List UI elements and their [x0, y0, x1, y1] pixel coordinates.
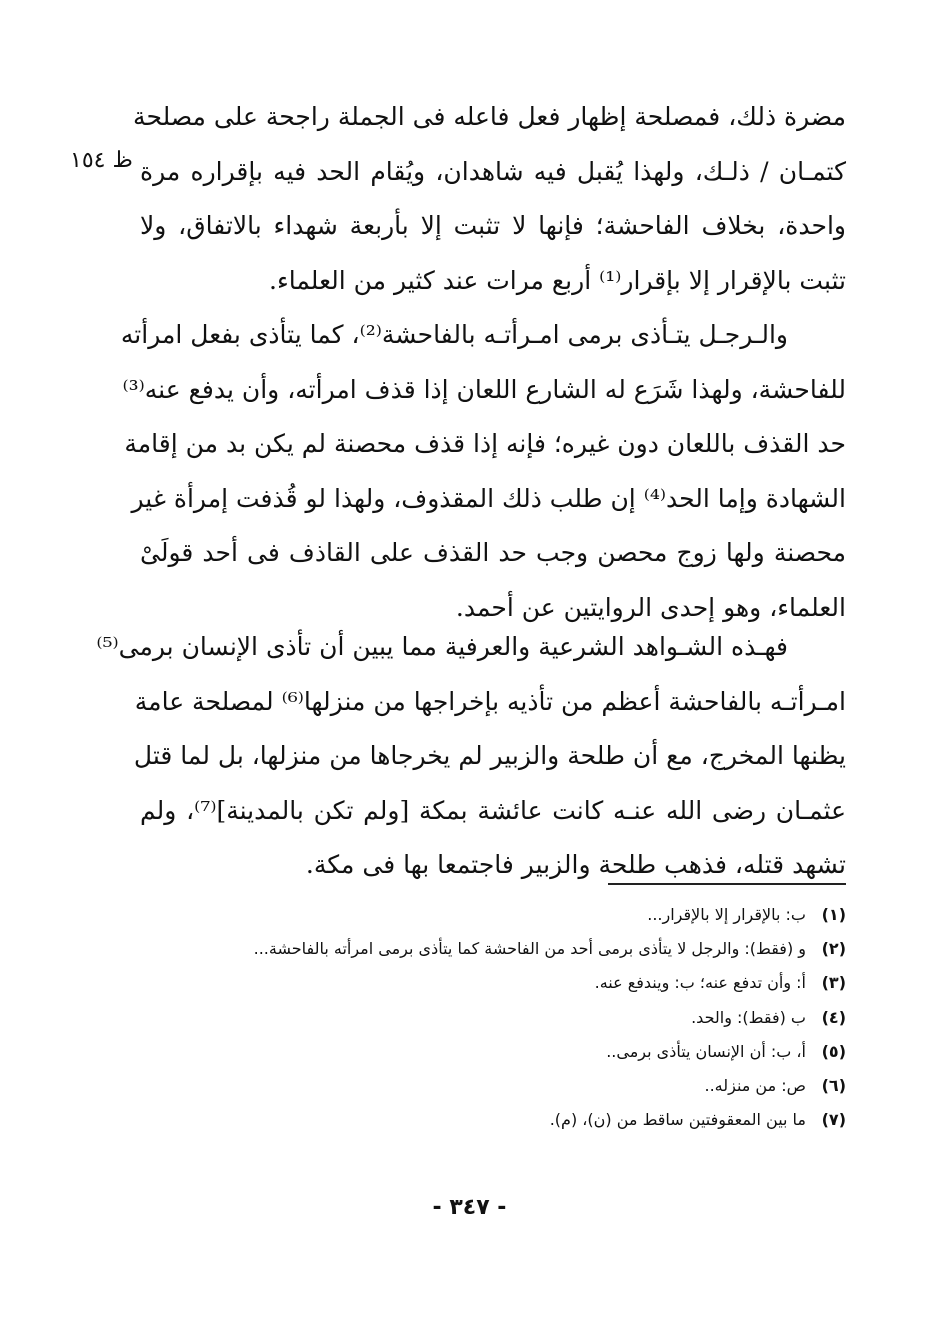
text-line: الشهادة وإما الحد⁽⁴⁾ إن طلب ذلك المقذوف، ولهذا لو قُذفت إمرأة غير — [131, 483, 846, 513]
footnotes — [150, 898, 846, 1137]
footnote-text: أ: وأن تدفع عنه؛ ب: ويندفع عنه. — [594, 973, 806, 993]
footnote — [150, 1103, 846, 1137]
text-line: تشهد قتله، فذهب طلحة والزبير فاجتمعا بها فى مكة. — [305, 850, 846, 879]
text-line: واحدة، بخلاف الفاحشة؛ فإنها لا تثبت إلا بأربعة شهداء بالاتفاق، ولا — [140, 211, 846, 240]
text-line: العلماء، وهو إحدى الروايتين عن أحمد. — [455, 592, 846, 622]
footnote-text: ما بين المعقوفتين ساقط من (ن)، (م). — [549, 1110, 806, 1130]
footnote-text: ص: من منزله.. — [704, 1075, 806, 1095]
footnote-number: (٦) — [821, 1075, 846, 1095]
footnote-number: (٣) — [821, 973, 846, 993]
footnote-number: (٥) — [821, 1041, 846, 1061]
text-line: فهـذه الشـواهد الشرعية والعرفية مما يبين أن تأذى الإنسان برمى⁽⁵⁾ — [96, 632, 788, 661]
text-line: يظنها المخرج، مع أن طلحة والزبير لم يخرجاها من منزلها، بل لما قتل — [133, 741, 846, 770]
text-line: للفاحشة، ولهذا شَرَع له الشارع اللعان إذا قذف امرأته، وأن يدفع عنه⁽³⁾ — [122, 374, 846, 404]
text-line: عثمـان رضى الله عنـه كانت عائشة بمكة [ولم تكن بالمدينة]⁽⁷⁾، ولم — [140, 795, 847, 825]
text-line: والـرجـل يتـأذى برمى امـرأتـه بالفاحشة⁽²⁾، كما يتأذى بفعل امرأته — [120, 320, 788, 349]
footnote — [150, 1035, 846, 1069]
paragraph-1 — [133, 90, 846, 308]
footnote — [150, 898, 846, 932]
footnote-number: (٢) — [821, 939, 846, 959]
text-line: تثبت بالإقرار إلا بإقرار⁽¹⁾ أربع مرات عند كثير من العلماء. — [269, 265, 846, 295]
text-line: محصنة ولها زوج محصن وجب حد القذف على القاذف فى أحد قولَىْ — [140, 538, 847, 567]
text-line: حد القذف باللعان دون غيره؛ فإنه إذا قذف محصنة لم يكن بد من إقامة — [124, 429, 846, 458]
margin-folio-reference: ظ ١٥٤ — [70, 148, 133, 173]
footnote-number: (٧) — [821, 1110, 846, 1130]
footnote — [150, 932, 846, 966]
footnote-text: ب (فقط): والحد. — [691, 1007, 806, 1027]
footnote-number: (١) — [821, 905, 846, 924]
text-line: امـرأتـه بالفاحشة أعظم من تأذيه بإخراجها من منزلها⁽⁶⁾ لمصلحة عامة — [134, 686, 846, 716]
footnote-text: أ، ب: أن الإنسان يتأذى برمى.. — [606, 1041, 806, 1061]
footnote-text: و (فقط): والرجل لا يتأذى برمى أحد من الفاحشة كما يتأذى برمى امرأته بالفاحشة... — [253, 939, 806, 959]
footnote — [150, 1069, 846, 1103]
text-line: مضرة ذلك، فمصلحة إظهار فعل فاعله فى الجملة راجحة على مصلحة — [133, 102, 846, 131]
paragraph-2 — [120, 308, 847, 635]
footnote — [150, 966, 846, 1000]
footnote-number: (٤) — [821, 1007, 846, 1027]
page-number: - ٣٤٧ - — [432, 1195, 507, 1220]
footnote-text: ب: بالإقرار إلا بالإقرار... — [647, 905, 806, 924]
footnote — [150, 1001, 846, 1035]
paragraph-3 — [96, 620, 847, 893]
footnote-separator — [608, 883, 846, 885]
text-line: كتمـان / ذلـك، ولهذا يُقبل فيه شاهدان، ويُقام الحد فيه بإقراره مرة — [140, 156, 846, 186]
